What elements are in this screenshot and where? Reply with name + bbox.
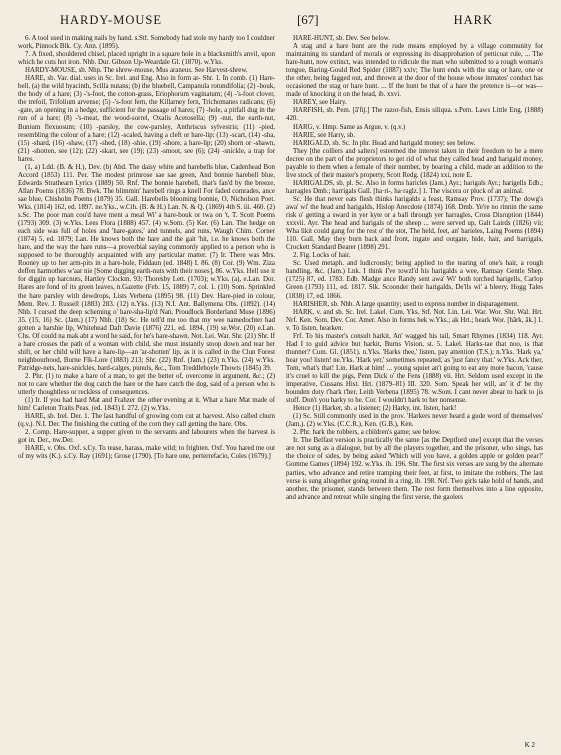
entry-paragraph: HARFISH, sb. Pem. [ā'fi∫.] The razor-fish, Ensis siliqua. s.Pem. Laws Little Eng. (1888) 420. xyxy=(286,107,543,123)
entry-paragraph: HARE, sb. Irel. Der. 1. The last handful of growing corn cut at harvest. Also called churn (q.v.). N.I. Der. The finishing the cutting of the corn they call getting the hare. Obs. xyxy=(18,413,275,429)
entry-paragraph: 2. Phr. (1) to make a hare of a man, to get the better of, overcome in argument, &c.; (2) not to care whether the dog catch the hare or the hare catch the dog, said of a person who is utterly thoughtless or reckless of consequences. xyxy=(18,372,275,397)
entry-paragraph: HARE, sb. Var. dial. uses in Sc. Irel. and Eng. Also in form ar- Shr. 1. In comb. (1) Hare-bell, (a) the wild hyacinth, Scilla nutans; (b) the bluebell, Campanula rotundifolia; (2) -bouk, the body of a hare; (3) -'s-foot, the cotton-grass, Eriophorum vaginatum; (4) -'s-foot clover, the trefoil, Trifolium arvense; (5) -'s-foot fern, the Killarney fern, Trichomanes radicans; (6) -gate, an opening in a hedge, sufficient for the passage of hares; (7) -hole, a pitfall dug in the run of a hare; (8) -'s-meat, the wood-sorrel, Oxalis Acetosella; (9) -nut, the earth-nut, Bunium flexuosum; (10) -parsley, the cow-parsley, Anthriscus sylvestris; (11) -pied, resembling the colour of a hare; (12) -scaled, having a cleft or hare-lip; (13) -scart, (14) -sha, (15) -shard, (16) -shaw, (17) -shed, (18) -shie, (19) -shore, a hare-lip; (20) shorn or -shawn, (21) -shotten, see (12); (22) -skart, see (19); (23) -smoot, see (6); (24) -snickle, a trap for hares. xyxy=(18,75,275,163)
entry-paragraph: HARG, v. Hmp. Same as Argue, v. (q.v.) xyxy=(293,123,406,131)
entry-paragraph: 2. Phr. hark the robbers, a children's game; see below. xyxy=(293,429,441,437)
header-left-headword: HARDY-MOUSE xyxy=(60,13,162,27)
text-columns xyxy=(18,35,543,747)
entry-paragraph: (1, a) Ldd. (B. & H.), Dev. (b) Abd. The daisy white and harebells blue, Cadenhead Bon Accord (1853) 111. Per. The modest primrose sae sae green, And bonnie harebell blue, Edwards Strathearn Lyrics (1889) 50. Rnf. The bonnie harebell, that's fan'd by the breeze, Allan Poems (1836) 78. Bwk. The blimmin' harebell rings a knell For faded comrades, ance sae blue, Chisholm Poems (1879) 35. Gall. Harebells blooming bonnie, O, Nicholson Poet. Wks. (1814) 162, ed. 1897. ne.Yks., w.Cth. (B. & H.) Lan. N. & Q. (1869) 4th S. iii. 460. (2) s.Sc. The poor man cou'd have ment a meal Wi' a hare-bouk or twa on 't, T. Scott Poems (1793) 309. (3) w.Yks. Lees Flora (1888) 457. (4) w.Som. (5) Ker. (6) Lan. The hedge on each side was full of holes and 'hare-gates,' and tunnels, and runs, Waugh Chim. Corner (1874) 5, ed. 1879; Lan. He knows both the hare and the gait 'hit, i.e. he knows both the hare, and the way the hare runs—a proverbial saying commonly applied to a person who is supposed to be thoroughly acquainted with any particular matter. (7) Ir. There was Mrs. Rooney up to her arm-pits in a hare-hole, Fiddaun (ed. 1848) I. 86. (8) Cor. (9) Wm. Ziza deffen harmothes w'aar nie [Some digging earth-nuts with their noses], 86. w.Yks. Hell use it for diggin up harcnuts, Hartley Clockm. 93; Thoresby Lett. (1703); w.Yks. (a), e.Lan. Dor. Hares are fond of its green leaves, n.Gazette (Feb. 15, 1889) 7, col. 1. (10) Som. Sprinkled the hare parsley with dewdrops, Lists Verbena (1895) 98. (11) Dev. Hare-pied in colour, Mem. Rev. J. Russell (1883) 283. (12) n.Yks. (13) N.I. Ant. Ballymena Obs. (1892). (14) Nhb. I cursed the deep scheming o' hare-sha-lip'd Nan, Proudlock Borderland Muse (1896) 35. (15, 16) Sc. (Jam.) (17) Nhb. (18) Sc. He tell'd me too that my wee namedochter had gotten a harshie lip, Whitehead Daft Davie (1876) 221, ed. 1894. (19) se.Wor. (20) e.Lan. Chs. Of could na mak abt a word he said, for he's hare-shawn. Not. Lei. War. Shr. (21) Shr. If a hare crosses the path of a woman with child, she must instantly stoop down and tear her shift, or her child will have a hare-lip—an 'ar-shotten' lip, as it is called in the Clun Forest neighbourhood, Burne Flk-Lore (1883) 213; Shr. (22) Rnf. (Jam.) (23) n.Yks. (24) w.Yks. Patridge-nets, hare-snickles, bard-calges, punuls, &c., Tom Treddlehoyle Thowts (1845) 39. xyxy=(18,163,275,372)
entry-paragraph: 6. A tool used in making nails by hand. s.Stf. Somebody had stole my hardy too I couldner work, Pinnock Blk. Cy. Ann. (1895). xyxy=(18,35,275,51)
entry-paragraph: HARK, v. and sb. Sc. Irel. Lakel. Cum. Yks. Stf. Not. Lin. Lei. War. Wor. Shr. Wal. Hrt. Nrf. Ken. Som. Dev. Cor. Amer. Also in forms hek w.Yks.; ak Hrt.; heark Wor. [hārk, āk.] 1. v. To listen, hearken. xyxy=(286,308,543,332)
header-right-headword: HARK xyxy=(453,13,493,27)
entry-paragraph: They [the colliers and salters] esteemed the interest taken in their freedom to be a mere decree on the part of the proprietors to get rid of what they called head and harigald money, payable to them when a female of their number, by bearing a child, made an addition to the live stock of their master's property, Scott Redg. (1824) xxi, note E. xyxy=(286,147,543,179)
entry-paragraph: HARE, v. Obs. Oxf. s.Cy. To tease, harass, make wild; to frighten. Oxf. You hared me out of my wits (K.). s.Cy. Ray (1691); Grose (1790). [To hare one, perterrefacio, Coles (1679).] xyxy=(18,445,275,461)
running-header xyxy=(18,12,543,32)
entry-paragraph: (1) Sc. Still commonly used in the prov. 'Harkers never heard a gude word of themselves' (Jam.). (2) w.Yks. (C.C.R.), Ken. (G.B.), Ken. xyxy=(286,413,543,429)
entry-paragraph: HARIE, see Harry, sb. xyxy=(293,131,355,139)
entry-paragraph: 2. Fig. Locks of hair. xyxy=(293,252,351,260)
entry-paragraph: HAREY, see Hairy. xyxy=(293,99,347,107)
right-column xyxy=(286,35,543,747)
entry-paragraph: 7. A fixed, shouldered chisel, placed upright in a square hole in a blacksmith's anvil, upon which he cuts hot iron. Nhb. Dur. Gibson Up-Weardale Gl. (1870). w.Yks. xyxy=(18,51,275,67)
entry-paragraph: HARISHER, sb. Nhb. A large quantity; used to express number in disparagement. xyxy=(293,300,519,308)
entry-paragraph: Ir. The Belfast version is practically the same [as the Deptford one] except that the verses are not sung as a dialogue, but by all the players together, and the prisoner, who sings, has the choice of sides, by being asked 'Which will you have, a golden apple or golden pear?' Gomme Games (1894) 192. w.Yks. ib. 196. Shr. The first six verses are sung by the alternate parties, who advance and retire tramping their feet, at first, to imitate the robbers. The last verse is sung altogether going round in a ring, ib. 198. Nrf. Two girls take hold of hands, and another, the prisoner, stands between them. The rest form themselves into a line opposite, and advance and retreat while singing the first verse, the gaolers xyxy=(286,437,543,501)
signature-mark: K 2 xyxy=(524,741,535,749)
page-number: [67] xyxy=(296,12,319,27)
entry-paragraph: (1) Ir. If you had hard Mat and Frahzer the other evening at it. What a hare Mat made of him! Carleton Traits Peas. (ed. 1843) I. 272. (2) w.Yks. xyxy=(18,397,275,413)
entry-paragraph: A stag and a hare hunt are the rude means employed by a village community for maintaining its standard of morals or expressing its disapprobation of petticoat rule, ... The hare-hunt, now extinct, was intended to ridicule the man who submitted to a rough woman's tongue, Baring-Gould Red Spider (1887) xxiv; The hunt ends with the stag or hare, one or the other, being fagged out, and thrown at the door of the house whose inmates' conduct has occasioned the stag or hare hunt. ... If the hunt be that of a hare the pretence is—or was—made of knocking it on the head, ib. xxvi. xyxy=(286,43,543,99)
entry-paragraph: HARDY-MOUSE, sb. Nhp. The shrew-mouse, Mus araneus. See Harvest-shrew. xyxy=(25,67,248,75)
entry-paragraph: HARE-HUNT, sb. Dev. See below. xyxy=(293,35,390,42)
entry-paragraph: Sc. Used metaph. and ludicrously; being applied to the tearing of one's hair, a rough handling, &c. (Jam.) Lnk. I think I've towzl'd his harigalds a wee, Ramsay Gentle Shep. (1725) 87, ed. 1783. Edb. Madge ance Randy sent awa' Wi' both torched harigells, Carlop Green (1793) 111, ed. 1817. Slk. Scoonder their harigalds, De'ils wi' a bleery, Hogg Tales (1838) 17, ed. 1866. xyxy=(286,260,543,300)
entry-paragraph: Frf. To his master's consult harkit, An' wagged his tail, Smart Rhymes (1834) 118. Ayr. Had I to guid advice but harkit, Burns Vision, st. 5. Lakel. Harks-tae that noo, is that thunner? Cum. Gl. (1851). n.Yks. 'Harks thee,' listen, pay attention (T.S.); n.Yks. 'Hark ya,' hear you! listen! ne.Yks. 'Hark yer,' sometimes repeated, as 'just fancy that.' w.Yks. Ack ther, Tom, what's that! Lin. Hark at him! ... young squier an't going to eat any more bacon, 'cause it's cruel to kill the pigs, Penn Dick o' the Fens (1888) vii. Hrt. Seldom used except in the imperative, Cussans Hist. Hrt. (1879–81) III. 320. Som. Speak her will, an' it d' be thy bounden duty t'hark t'her, Leith Verbena (1895) 78. w.Som. I cant never abear to hark to jis stuff. Don't you harky to he. Cor. I wouldn't hark to her nonsense. xyxy=(286,332,543,405)
entry-paragraph: Hence (1) Harker, sb. a listener; (2) Harky, int. listen, hark! xyxy=(293,405,457,413)
entry-paragraph: HARIGALDS, sb. pl. Sc. Also in forms haricles (Jam.) Ayr.; harigals Ayr.; harigells Edb.; harragles Dmb.; harrigals Gall. [ha·ri-, ha·rəglz.] 1. The viscera or pluck of an animal. xyxy=(286,179,543,195)
entry-paragraph: 2. Comp. Hare-supper, a supper given to the servants and labourers when the harvest is got in. Der., nw.Der. xyxy=(18,429,275,445)
entry-paragraph: Sc. He that never eats flesh thinks harigalds a feast, Ramsay Prov. (1737); The dowg's awa' wi' the head and harigalds, Hislop Anecdote (1874) 168. Dmb. Ye're no rinnin the same risk o' getting a sward in yer kyte or a ball through yer harragles, Cross Disruption (1844) xxxvii. Ayr. The head and harigals of the sheep ... were served up, Galt Lairds (1826) vii; Wha likit could gang for the rest o' the stot, The held, feet, an' harieles, Laing Poems (1894) 110. Gall. May they burn back and front, ingate and outgate, hide, hair, and harrigals, Crockett Standard Bearer (1898) 291. xyxy=(286,195,543,252)
entry-paragraph: HARIGALD, sb. Sc. In phr. Head and harigald money; see below. xyxy=(293,139,476,147)
left-column xyxy=(18,35,275,747)
